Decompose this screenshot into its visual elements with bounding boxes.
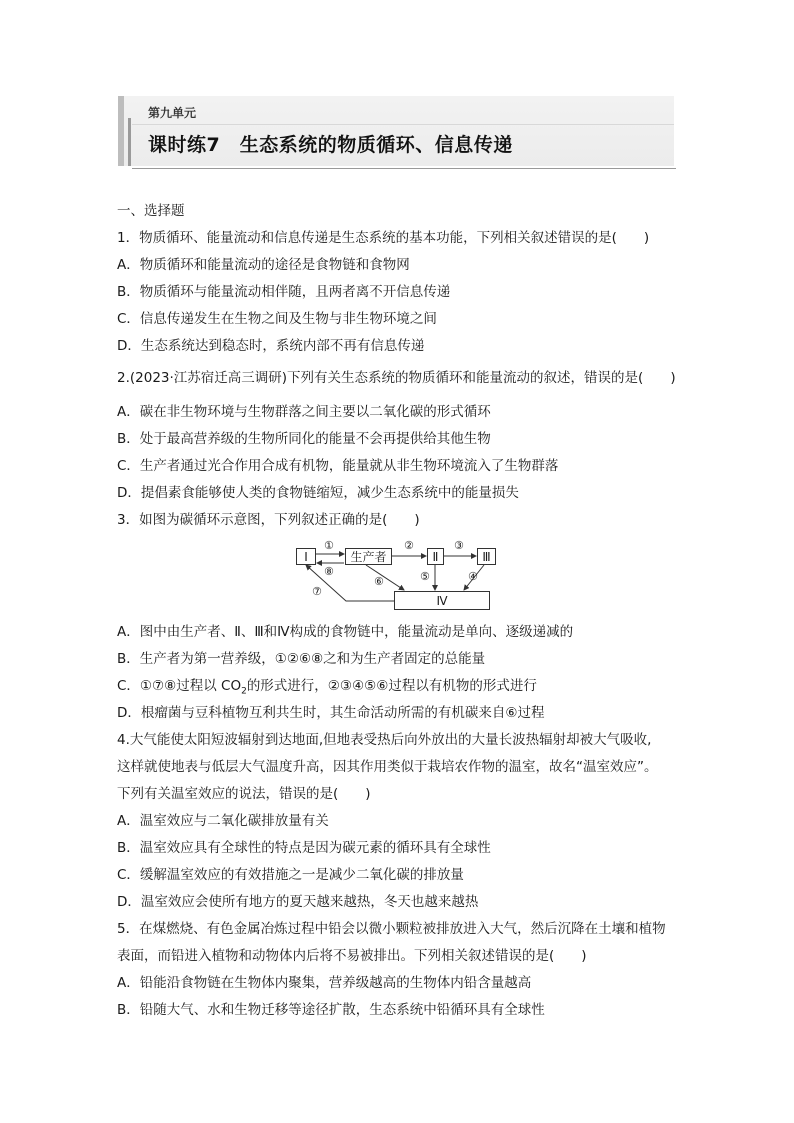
node-IV: Ⅳ bbox=[394, 591, 490, 610]
section-heading: 一、选择题 bbox=[117, 203, 185, 219]
label-6: ⑥ bbox=[374, 575, 384, 588]
q3-option-d: D．根瘤菌与豆科植物互利共生时，其生命活动所需的有机碳来自⑥过程 bbox=[117, 705, 545, 721]
q3-option-a: A．图中由生产者、Ⅱ、Ⅲ和Ⅳ构成的食物链中，能量流动是单向、逐级递减的 bbox=[117, 624, 574, 640]
q5-stem-line1: 5．在煤燃烧、有色金属冶炼过程中铅会以微小颗粒被排放进入大气，然后沉降在土壤和植物 bbox=[117, 921, 666, 937]
label-8: ⑧ bbox=[324, 565, 334, 578]
q2-option-a: A．碳在非生物环境与生物群落之间主要以二氧化碳的形式循环 bbox=[117, 404, 491, 420]
q3-option-c-pre: C．①⑦⑧过程以 CO bbox=[117, 678, 242, 694]
header-accent-bar-inner bbox=[128, 118, 131, 166]
q3-option-c bbox=[117, 678, 537, 700]
header-underline bbox=[132, 168, 676, 169]
label-5: ⑤ bbox=[420, 570, 430, 583]
node-producer: 生产者 bbox=[345, 548, 392, 565]
label-1: ① bbox=[324, 539, 334, 552]
node-II: Ⅱ bbox=[427, 548, 444, 565]
label-3: ③ bbox=[454, 539, 464, 552]
q4-option-d: D．温室效应会使所有地方的夏天越来越热，冬天也越来越热 bbox=[117, 894, 479, 910]
node-I: Ⅰ bbox=[296, 548, 316, 565]
arrow-6 bbox=[366, 565, 404, 590]
q1-option-b: B．物质循环与能量流动相伴随，且两者离不开信息传递 bbox=[117, 284, 451, 300]
q2-option-d: D．提倡素食能够使人类的食物链缩短，减少生态系统中的能量损失 bbox=[117, 485, 519, 501]
carbon-cycle-diagram bbox=[296, 539, 496, 612]
q4-option-c: C．缓解温室效应的有效措施之一是减少二氧化碳的排放量 bbox=[117, 867, 464, 883]
q4-stem-line1: 4.大气能使太阳短波辐射到达地面,但地表受热后向外放出的大量长波热辐射却被大气吸收, bbox=[117, 732, 652, 748]
q2-option-c: C．生产者通过光合作用合成有机物，能量就从非生物环境流入了生物群落 bbox=[117, 458, 559, 474]
header-accent-bar bbox=[118, 96, 124, 166]
q1-stem: 1．物质循环、能量流动和信息传递是生态系统的基本功能，下列相关叙述错误的是( ) bbox=[117, 230, 650, 246]
lesson-header bbox=[118, 96, 674, 166]
page-title: 课时练7 生态系统的物质循环、信息传递 bbox=[148, 134, 513, 156]
q1-option-a: A．物质循环和能量流动的途径是食物链和食物网 bbox=[117, 257, 410, 273]
q3-option-b: B．生产者为第一营养级，①②⑥⑧之和为生产者固定的总能量 bbox=[117, 651, 486, 667]
q2-option-b: B．处于最高营养级的生物所同化的能量不会再提供给其他生物 bbox=[117, 431, 491, 447]
q4-stem-line3: 下列有关温室效应的说法，错误的是( ) bbox=[117, 786, 371, 802]
label-7: ⑦ bbox=[312, 585, 322, 598]
q4-option-a: A．温室效应与二氧化碳排放量有关 bbox=[117, 813, 329, 829]
q3-stem: 3．如图为碳循环示意图，下列叙述正确的是( ) bbox=[117, 512, 420, 528]
q2-stem: 2.(2023·江苏宿迁高三调研)下列有关生态系统的物质循环和能量流动的叙述，错误的是( ) bbox=[117, 370, 676, 386]
unit-label: 第九单元 bbox=[148, 106, 197, 120]
q4-stem-line2: 这样就使地表与低层大气温度升高，因其作用类似于栽培农作物的温室，故名“温室效应”。 bbox=[117, 759, 658, 775]
node-III: Ⅲ bbox=[477, 548, 496, 565]
q3-option-c-post: 的形式进行，②③④⑤⑥过程以有机物的形式进行 bbox=[246, 678, 537, 694]
co2-subscript: 2 bbox=[241, 686, 247, 697]
q1-option-c: C．信息传递发生在生物之间及生物与非生物环境之间 bbox=[117, 311, 437, 327]
q1-option-d: D．生态系统达到稳态时，系统内部不再有信息传递 bbox=[117, 338, 425, 354]
header-divider bbox=[132, 124, 674, 125]
q4-option-b: B．温室效应具有全球性的特点是因为碳元素的循环具有全球性 bbox=[117, 840, 491, 856]
q5-option-a: A．铅能沿食物链在生物体内聚集，营养级越高的生物体内铅含量越高 bbox=[117, 975, 532, 991]
label-2: ② bbox=[404, 539, 414, 552]
q5-option-b: B．铅随大气、水和生物迁移等途径扩散，生态系统中铅循环具有全球性 bbox=[117, 1002, 545, 1018]
label-4: ④ bbox=[468, 570, 478, 583]
q5-stem-line2: 表面，而铅进入植物和动物体内后将不易被排出。下列相关叙述错误的是( ) bbox=[117, 948, 587, 964]
